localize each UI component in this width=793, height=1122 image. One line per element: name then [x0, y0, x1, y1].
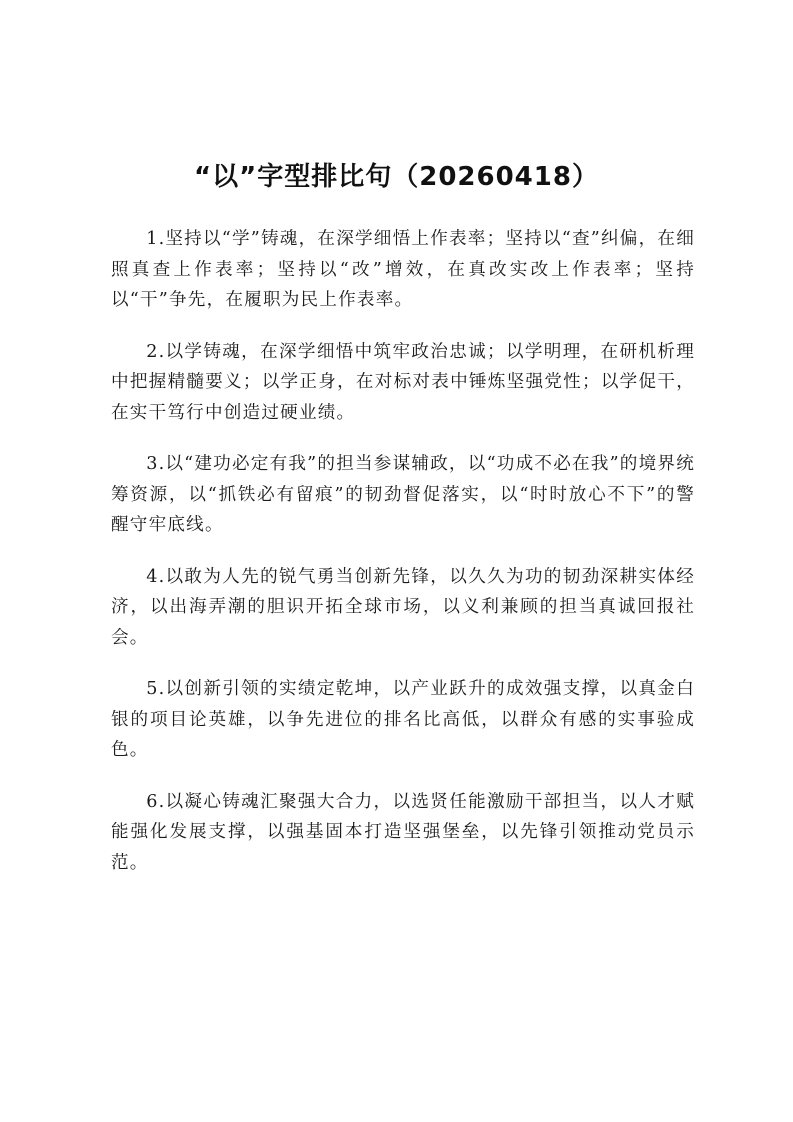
document-body [111, 224, 695, 899]
paragraph-4: 4.以敢为人先的锐气勇当创新先锋，以久久为功的韧劲深耕实体经济，以出海弄潮的胆识开拓全球市场，以义利兼顾的担当真诚回报社会。 [111, 566, 695, 648]
paragraph-1: 1.坚持以“学”铸魂，在深学细悟上作表率；坚持以“查”纠偏，在细照真查上作表率；坚持以“改”增效，在真改实改上作表率；坚持以“干”争先，在履职为民上作表率。 [111, 229, 695, 310]
paragraph-6: 6.以凝心铸魂汇聚强大合力，以选贤任能激励干部担当，以人才赋能强化发展支撑，以强基固本打造坚强堡垒，以先锋引领推动党员示范。 [111, 791, 695, 873]
paragraph-5: 5.以创新引领的实绩定乾坤，以产业跃升的成效强支撑，以真金白银的项目论英雄，以争先进位的排名比高低，以群众有感的实事验成色。 [111, 679, 695, 760]
paragraph-3: 3.以“建功必定有我”的担当参谋辅政，以“功成不必在我”的境界统筹资源，以“抓铁必有留痕”的韧劲督促落实，以“时时放心不下”的警醒守牢底线。 [111, 454, 695, 535]
paragraph-2: 2.以学铸魂，在深学细悟中筑牢政治忠诚；以学明理，在研机析理中把握精髓要义；以学正身，在对标对表中锤炼坚强党性；以学促干，在实干笃行中创造过硬业绩。 [111, 341, 695, 423]
document-title: “以”字型排比句（20260418） [194, 162, 599, 193]
